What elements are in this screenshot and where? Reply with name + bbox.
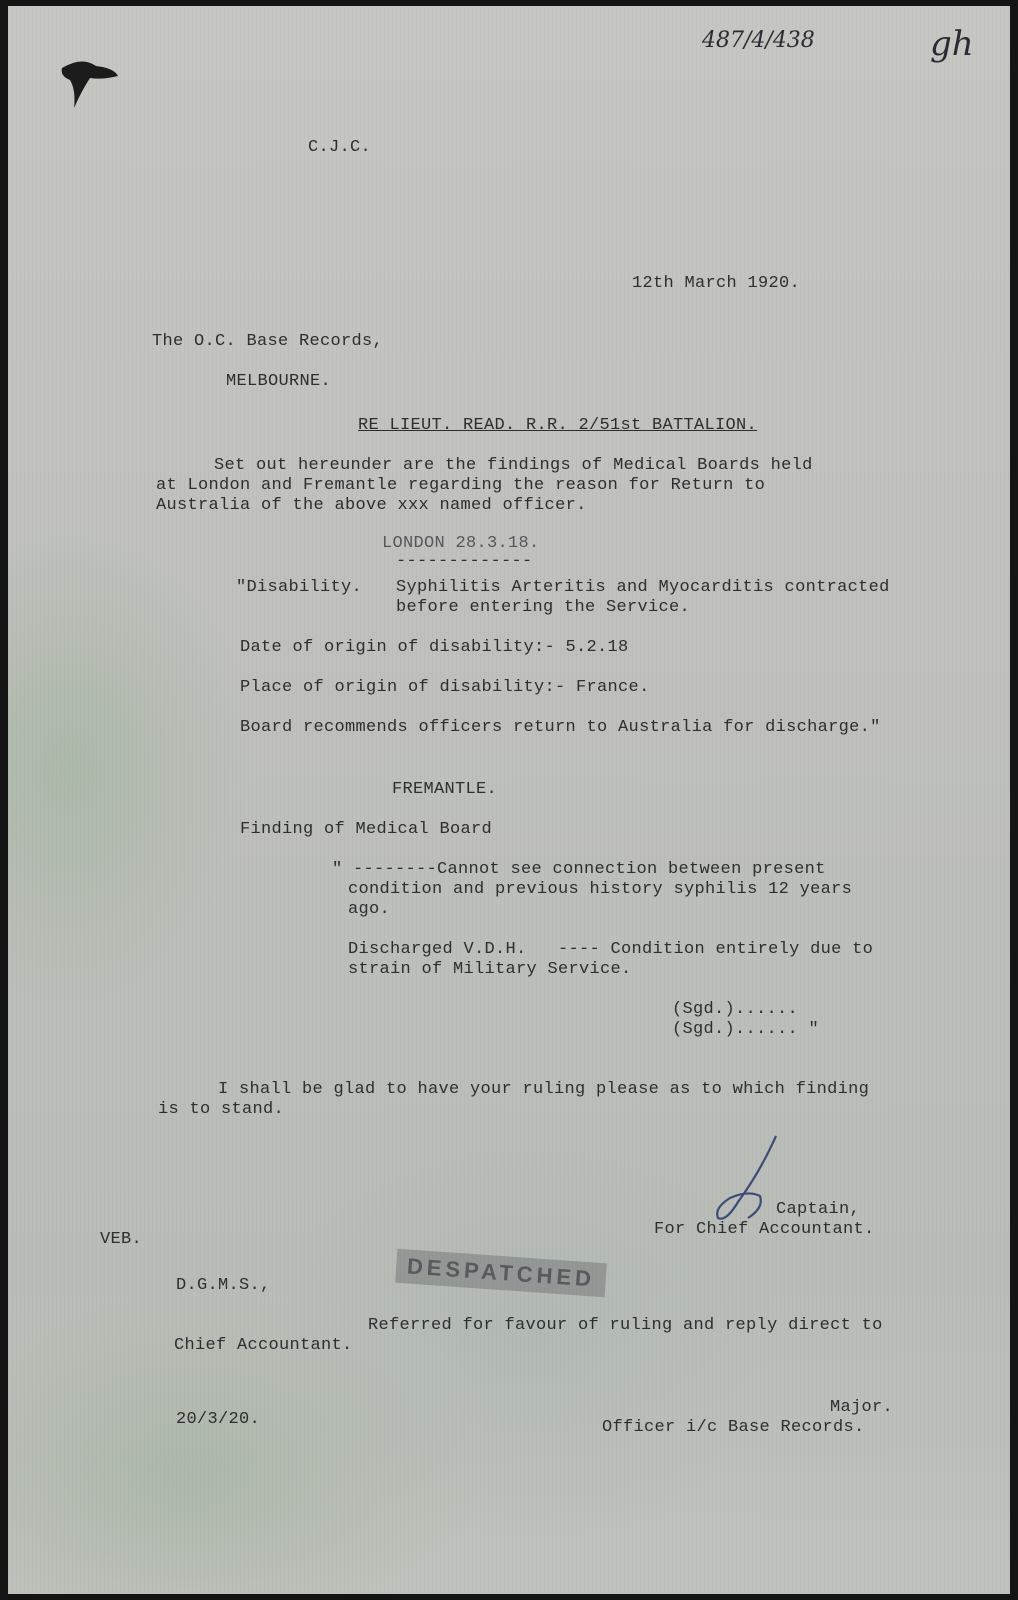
handwritten-initials: gh bbox=[930, 24, 974, 64]
subject-line: RE LIEUT. READ. R.R. 2/51st BATTALION. bbox=[358, 416, 758, 435]
london-heading: LONDON 28.3.18. bbox=[382, 534, 540, 553]
request-line-1: I shall be glad to have your ruling please as to which finding bbox=[218, 1080, 870, 1099]
london-rule: ------------- bbox=[396, 552, 533, 571]
finding-text-2: condition and previous history syphilis 12 years bbox=[348, 880, 853, 899]
intro-line-3: Australia of the above xxx named officer. bbox=[156, 496, 587, 515]
disability-text-2: before entering the Service. bbox=[396, 598, 691, 617]
finding-text-3: ago. bbox=[348, 900, 391, 919]
discharged-line-1: Discharged V.D.H. ---- Condition entirely due to bbox=[348, 940, 874, 959]
endorsement-date: 20/3/20. bbox=[176, 1410, 261, 1429]
date-of-origin: Date of origin of disability:- 5.2.18 bbox=[240, 638, 629, 657]
intro-line-2: at London and Fremantle regarding the reason for Return to bbox=[156, 476, 766, 495]
endorsement-rank: Major. bbox=[830, 1398, 894, 1417]
letter-date: 12th March 1920. bbox=[632, 274, 801, 293]
veb-initials: VEB. bbox=[100, 1230, 143, 1249]
despatched-stamp: DESPATCHED bbox=[395, 1249, 607, 1298]
finding-text-1: " --------Cannot see connection between present bbox=[332, 860, 826, 879]
endorsement-to: D.G.M.S., bbox=[176, 1276, 271, 1295]
signature-line-2: (Sgd.)...... " bbox=[672, 1020, 820, 1039]
disability-label: "Disability. bbox=[236, 578, 363, 597]
disability-text-1: Syphilitis Arteritis and Myocarditis contracted bbox=[396, 578, 890, 597]
addressee-line-2: MELBOURNE. bbox=[226, 372, 332, 391]
signoff-role: For Chief Accountant. bbox=[654, 1220, 875, 1239]
cjc-heading: C.J.C. bbox=[308, 138, 372, 157]
discharged-line-2: strain of Military Service. bbox=[348, 960, 632, 979]
endorsement-line-1: Referred for favour of ruling and reply direct to bbox=[368, 1316, 883, 1335]
request-line-2: is to stand. bbox=[158, 1100, 285, 1119]
board-recommendation: Board recommends officers return to Australia for discharge." bbox=[240, 718, 881, 737]
signoff-rank: Captain, bbox=[776, 1200, 861, 1219]
endorsement-role: Officer i/c Base Records. bbox=[602, 1418, 865, 1437]
ink-blot-icon bbox=[52, 56, 122, 116]
fremantle-heading: FREMANTLE. bbox=[392, 780, 498, 799]
endorsement-line-2: Chief Accountant. bbox=[174, 1336, 353, 1355]
reference-number: 487/4/438 bbox=[702, 28, 815, 53]
place-of-origin: Place of origin of disability:- France. bbox=[240, 678, 650, 697]
finding-label: Finding of Medical Board bbox=[240, 820, 493, 839]
document-page bbox=[8, 6, 1010, 1594]
intro-line-1: Set out hereunder are the findings of Medical Boards held bbox=[214, 456, 813, 475]
addressee-line-1: The O.C. Base Records, bbox=[152, 332, 384, 351]
signature-line-1: (Sgd.)...... bbox=[672, 1000, 799, 1019]
